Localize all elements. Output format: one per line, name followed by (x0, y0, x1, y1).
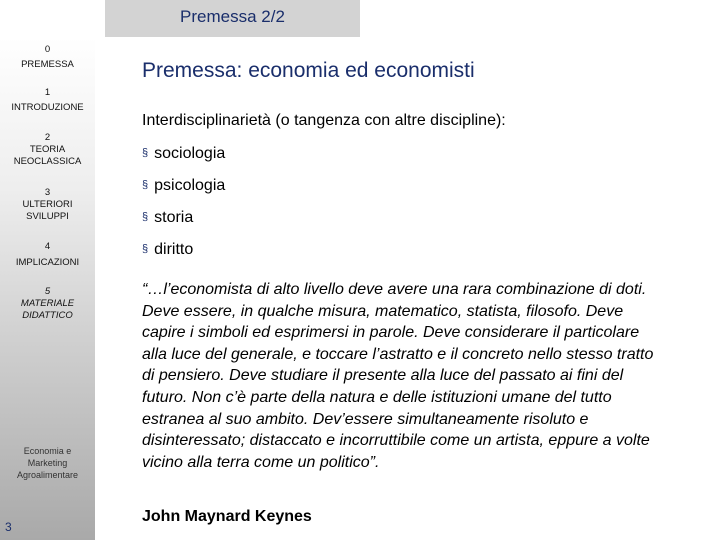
bullet-item (142, 209, 193, 227)
sidebar-item-label-line2: NEOCLASSICA (13, 156, 82, 167)
sidebar-item-number: 3 (44, 187, 51, 198)
bullet-item (142, 241, 193, 259)
sidebar-item-label-line1: ULTERIORI (22, 199, 73, 210)
slide-title: Premessa: economia ed economisti (142, 59, 475, 82)
sidebar-item-ulteriori-sviluppi[interactable] (0, 187, 95, 223)
bullet-marker-icon: § (142, 211, 149, 223)
sidebar-item-label: INTRODUZIONE (11, 102, 84, 113)
bullet-text: diritto (154, 241, 194, 258)
sidebar-item-label: PREMESSA (21, 59, 74, 70)
bullet-marker-icon: § (142, 243, 149, 255)
sidebar-caption-line3: Agroalimentare (16, 470, 79, 480)
bullet-text: psicologia (154, 177, 226, 194)
sidebar-item-label: IMPLICAZIONI (15, 257, 80, 268)
sidebar-caption-line1: Economia e (23, 446, 72, 456)
sidebar-item-number: 5 (44, 286, 51, 297)
sidebar-item-implicazioni[interactable] (0, 241, 95, 269)
bullet-text: sociologia (154, 145, 226, 162)
sidebar-item-introduzione[interactable] (0, 87, 95, 114)
header-title: Premessa 2/2 (180, 7, 285, 26)
bullet-text: storia (154, 209, 194, 226)
quote-author: John Maynard Keynes (142, 508, 312, 525)
sidebar-item-number: 2 (44, 132, 51, 143)
sidebar-item-number: 1 (44, 87, 51, 98)
sidebar-item-number: 4 (44, 241, 51, 252)
keynes-quote: “…l’economista di alto livello deve avere una rara combinazione di doti. Deve essere, in qualche misura, matematico, statista, filosofo. Deve capire i simboli ed esprimersi in parole. Deve considerare il particolare alla luce del generale, e toccare l’astratto e il concreto nello stesso tratto di pensiero. Deve studiare il presente alla luce del passato ai fini del futuro. Non c’è parte della natura e delle istituzioni umane del tutto estranea al suo ambito. Dev’essere simultaneamente risoluto e disinteressato; distaccato e incorruttibile come un artista, eppure a volte vicino alla terra come un politico”. (142, 281, 654, 471)
page-number: 3 (5, 520, 12, 534)
bullet-item (142, 177, 225, 195)
bullet-item (142, 145, 225, 163)
sidebar-item-label-line1: TEORIA (29, 144, 66, 155)
intro-text: Interdisciplinarietà (o tangenza con altre discipline): (142, 112, 506, 129)
sidebar-caption (0, 445, 95, 481)
sidebar-item-number: 0 (44, 44, 51, 55)
sidebar-item-materiale-didattico[interactable] (0, 286, 95, 322)
sidebar-item-label-line2: SVILUPPI (26, 211, 69, 222)
sidebar-item-teoria-neoclassica[interactable] (0, 132, 95, 168)
sidebar-item-premessa[interactable] (0, 44, 95, 71)
bullet-marker-icon: § (142, 179, 149, 191)
sidebar-item-label-line1: MATERIALE (20, 298, 75, 309)
sidebar-caption-line2: Marketing (27, 458, 68, 468)
sidebar-item-label-line2: DIDATTICO (22, 310, 73, 321)
bullet-marker-icon: § (142, 147, 149, 159)
